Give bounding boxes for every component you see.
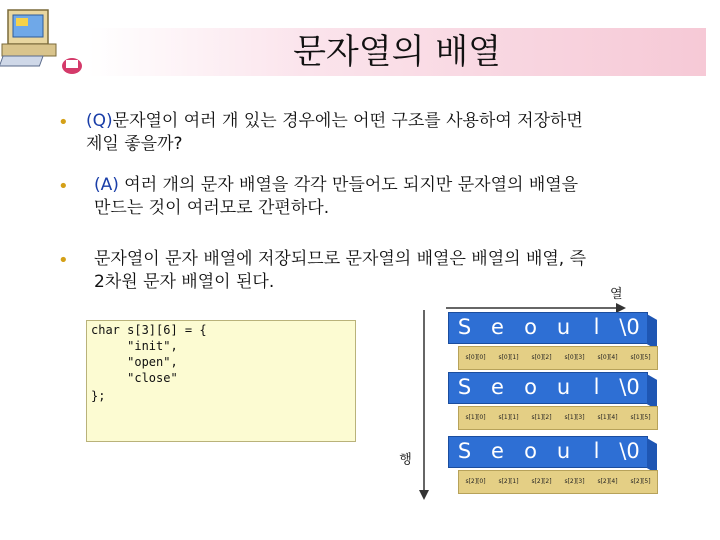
- code-line-5: };: [91, 389, 106, 403]
- bullet-text-1: [86, 110, 696, 156]
- bullet-marker-2: •: [58, 176, 69, 197]
- array-index: s[1][1]: [498, 414, 519, 421]
- column-label: 열: [610, 287, 623, 302]
- array-index: s[0][1]: [498, 354, 519, 361]
- array-cell: e: [491, 375, 504, 399]
- array-index: s[2][0]: [465, 478, 486, 485]
- bullet-cont-1: 제일 좋을까?: [86, 134, 183, 154]
- row-label: 행: [396, 452, 411, 465]
- array-index: s[2][1]: [498, 478, 519, 485]
- array-cell: l: [593, 315, 600, 339]
- code-line-3: "open",: [91, 355, 178, 369]
- array-cell: S: [457, 315, 472, 339]
- array-index: s[1][2]: [531, 414, 552, 421]
- array-cell: o: [524, 315, 537, 339]
- array-index: s[1][3]: [564, 414, 585, 421]
- array-index: s[0][5]: [630, 354, 651, 361]
- array-cell: o: [524, 375, 537, 399]
- array-cell: e: [491, 315, 504, 339]
- array-cell: \0: [619, 439, 640, 463]
- array-index: s[2][5]: [630, 478, 651, 485]
- array-index: s[2][2]: [531, 478, 552, 485]
- array-cell: l: [593, 439, 600, 463]
- bullet-marker-3: •: [58, 250, 69, 271]
- array-index: s[2][3]: [564, 478, 585, 485]
- code-line-1: char s[3][6] = {: [91, 323, 207, 337]
- code-box: [86, 320, 356, 442]
- array-cell: o: [524, 439, 537, 463]
- array-row-2-index-strip: [458, 470, 658, 494]
- array-cell: e: [491, 439, 504, 463]
- array-cell: \0: [619, 315, 640, 339]
- array-index: s[1][5]: [630, 414, 651, 421]
- array-cell: u: [556, 439, 571, 463]
- bullet-prefix-1: (Q): [86, 111, 113, 131]
- slide-title: 문자열의 배열: [293, 32, 501, 72]
- code-line-2: "init",: [91, 339, 178, 353]
- bullet-marker-1: •: [58, 112, 69, 133]
- array-row-2: [448, 436, 651, 485]
- bullet-cont-2: 만드는 것이 여러모로 간편하다.: [94, 198, 330, 218]
- computer-mail-icon: [0, 4, 90, 82]
- array-row-1: [448, 372, 651, 421]
- array-index: s[1][4]: [597, 414, 618, 421]
- bullet-line-2: 여러 개의 문자 배열을 각각 만들어도 되지만 문자열의 배열을: [118, 175, 579, 195]
- array-index: s[0][4]: [597, 354, 618, 361]
- array-row-0: [448, 312, 651, 361]
- bullet-prefix-2: (A): [94, 175, 119, 195]
- array-cell: u: [556, 375, 571, 399]
- array-index: s[0][2]: [531, 354, 552, 361]
- bullet-line-1: 문자열이 여러 개 있는 경우에는 어떤 구조를 사용하여 저장하면: [112, 111, 583, 131]
- array-row-1-index-strip: [458, 406, 658, 430]
- array-cell: S: [457, 439, 472, 463]
- row-arrow-icon: [418, 310, 430, 500]
- array-row-0-index-strip: [458, 346, 658, 370]
- array-cell: \0: [619, 375, 640, 399]
- code-line-4: "close": [91, 371, 178, 385]
- array-index: s[2][4]: [597, 478, 618, 485]
- array-index: s[0][3]: [564, 354, 585, 361]
- bullet-cont-3: 2차원 문자 배열이 된다.: [94, 272, 275, 292]
- bullet-line-3: 문자열이 문자 배열에 저장되므로 문자열의 배열은 배열의 배열, 즉: [94, 249, 587, 269]
- array-cell: l: [593, 375, 600, 399]
- array-index: s[1][0]: [465, 414, 486, 421]
- array-cell: u: [556, 315, 571, 339]
- array-cell: S: [457, 375, 472, 399]
- array-index: s[0][0]: [465, 354, 486, 361]
- bullet-text-2: [94, 174, 704, 220]
